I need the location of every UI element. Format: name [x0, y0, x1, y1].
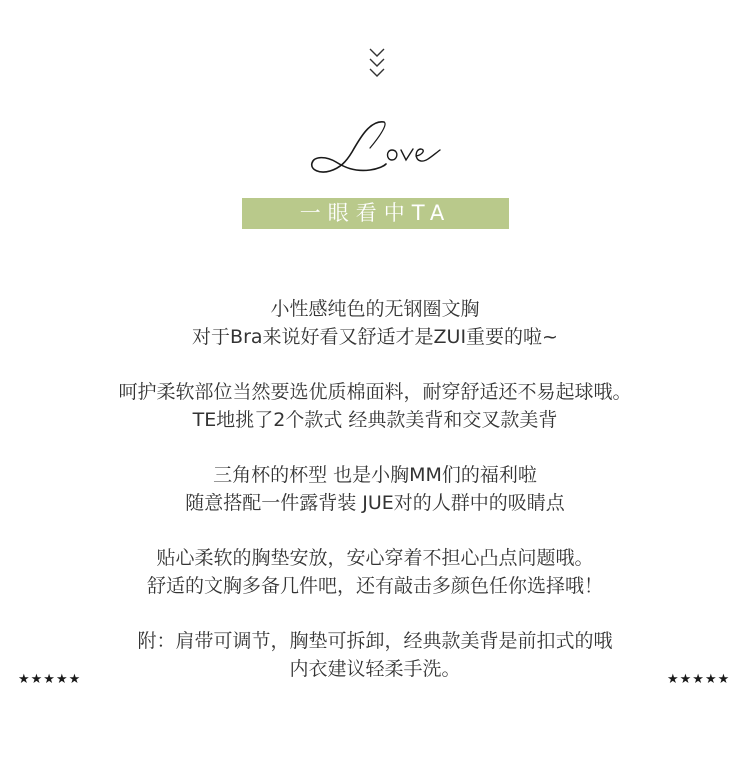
paragraph-line: 三角杯的杯型 也是小胸MM们的福利啦: [213, 464, 537, 486]
paragraph-line: 附：肩带可调节，胸垫可拆卸，经典款美背是前扣式的哦: [137, 630, 613, 652]
star-row-right-icon: ★★★★★: [667, 672, 731, 687]
paragraph-line: 随意搭配一件露背装 JUE对的人群中的吸睛点: [185, 492, 565, 514]
paragraph-line: 对于Bra来说好看又舒适才是ZUI重要的啦~: [192, 326, 558, 348]
love-script-logo: [300, 116, 450, 178]
section-title-text: 一眼看中TA: [299, 201, 452, 225]
triple-chevron-down-icon: [366, 46, 388, 80]
paragraph-line: 呵护柔软部位当然要选优质棉面料，耐穿舒适还不易起球哦。: [118, 381, 632, 403]
paragraph-line: 小性感纯色的无钢圈文胸: [270, 298, 480, 320]
paragraph-line: 舒适的文胸多备几件吧，还有敲击多颜色任你选择哦！: [146, 575, 603, 597]
paragraph-line: 内衣建议轻柔手洗。: [289, 658, 461, 680]
paragraph-line: 贴心柔软的胸垫安放，安心穿着不担心凸点问题哦。: [156, 547, 594, 569]
star-row-left-icon: ★★★★★: [18, 672, 82, 687]
paragraph-line: TE地挑了2个款式 经典款美背和交叉款美背: [192, 409, 558, 431]
section-title-badge: [242, 198, 509, 229]
description-text-block: [0, 295, 750, 683]
